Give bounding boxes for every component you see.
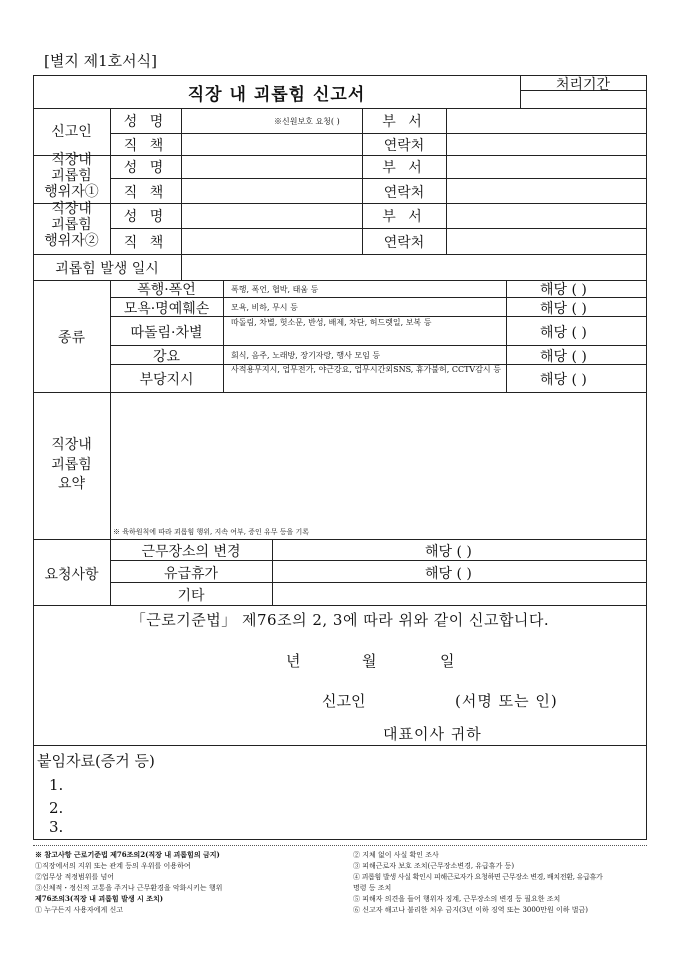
reporter-dept-field[interactable] [447,109,646,133]
offender2-position-field[interactable] [182,229,362,254]
privacy-request-note[interactable]: ※신원보호 요청( ) [274,117,340,126]
form-number-label: [별지 제1호서식] [44,52,157,70]
offender2-name-label: 성 명 [123,209,168,225]
reporter-contact-label: 연락처 [383,138,425,154]
types-group-label: 종류 [57,330,86,346]
type-label-assault: 폭행·폭언 [137,282,196,298]
summary-text-area[interactable] [111,393,646,521]
processing-period-field[interactable] [521,91,646,108]
request-label-paid-leave: 유급휴가 [163,566,219,582]
footnotes [33,845,647,928]
request-label-workplace-change: 근무장소의 변경 [141,544,241,560]
footnote-left-line: ①직장에서의 지위 또는 관계 등의 우위를 이용하여 [35,862,191,870]
offender1-position-label: 직 책 [123,185,168,201]
reporter-name-label: 성 명 [123,114,168,130]
summary-group-label: 직장내 괴롭힘 요약 [51,437,92,493]
footnote-right-line: ⑥ 신고자 해고나 불리한 처우 금지(3년 이하 징역 또는 3000만원 이하 벌금) [353,906,589,914]
footnote-left-line: 제76조의3(직장 내 괴롭힘 발생 시 조치) [35,894,164,903]
request-other-field[interactable] [273,583,646,605]
footnote-right-line: ④ 괴롭힘 발생 사실 확인시 피해근로자가 요청하면 근무장소 변경, 배치전환, 유급휴가 [353,873,603,881]
declaration-day-label: 일 [440,652,455,670]
reporter-group-label: 신고인 [51,124,92,140]
offender2-name-field[interactable] [182,204,362,228]
occurrence-date-label: 괴롭힘 발생 일시 [55,261,159,277]
request-mark-workplace-change[interactable]: 해당 ( ) [425,544,472,560]
footnote-left-line: ③신체적・정신적 고통을 주거나 근무환경을 악화시키는 행위 [35,884,223,892]
attachment-item[interactable]: 2. [49,799,64,817]
offender2-position-label: 직 책 [123,235,168,251]
offender1-contact-field[interactable] [447,179,646,203]
reporter-position-field[interactable] [182,134,362,155]
declaration-month-label: 월 [362,652,377,670]
footnote-right-line: 명령 등 조치 [353,884,392,892]
reporter-dept-label: 부 서 [382,114,426,130]
declaration-statement: 「근로기준법」 제76조의 2, 3에 따라 위와 같이 신고합니다. [130,611,550,629]
form-title: 직장 내 괴롭힘 신고서 [187,85,366,105]
addressee-label: 대표이사 귀하 [383,725,482,743]
reporter-position-label: 직 책 [123,138,168,154]
declaration-year-label: 년 [286,652,301,670]
attachment-item[interactable]: 3. [49,818,64,836]
footnote-right-line: ② 지체 없이 사실 확인 조사 [353,851,439,859]
attachment-item[interactable]: 1. [49,776,64,794]
type-label-insult: 모욕·명예훼손 [123,301,210,317]
offender1-group-label: 직장내 괴롭힘 행위자① [44,152,99,201]
type-mark-ostracism[interactable]: 해당 ( ) [540,325,587,341]
type-desc-coercion: 회식, 음주, 노래방, 장기자랑, 행사 모임 등 [231,351,381,360]
footnote-left-line: ① 누구든지 사용자에게 신고 [35,906,124,914]
offender1-position-field[interactable] [182,179,362,203]
processing-period-label: 처리기간 [555,77,611,93]
requests-group-label: 요청사항 [44,567,99,583]
footnote-right-line: ⑤ 피해자 의견을 들어 행위자 징계, 근무장소의 변경 등 필요한 조치 [353,895,561,903]
footnote-left-line: ②업무상 적정범위를 넘어 [35,873,115,881]
offender2-contact-label: 연락처 [383,235,425,251]
summary-note: ※ 육하원칙에 따라 괴롭힘 행위, 지속 여부, 증인 유무 등을 기록 [113,528,309,536]
request-label-other: 기타 [177,588,205,604]
type-mark-unfair-order[interactable]: 해당 ( ) [540,372,587,388]
signature-label[interactable]: (서명 또는 인) [455,692,558,710]
offender2-dept-label: 부 서 [382,209,426,225]
type-desc-assault: 폭행, 폭언, 협박, 태움 등 [231,285,319,294]
type-desc-ostracism: 따돌림, 차별, 헛소문, 반성, 배제, 차단, 허드렛일, 보복 등 [231,318,432,327]
type-desc-insult: 모욕, 비하, 무시 등 [231,303,298,312]
offender1-contact-label: 연락처 [383,185,425,201]
offender1-name-label: 성 명 [123,160,168,176]
type-desc-unfair-order: 사적용무지시, 업무전가, 야근강요, 업무시간외SNS, 휴가불허, CCTV감시 등 [231,365,501,374]
offender1-dept-field[interactable] [447,156,646,178]
type-mark-coercion[interactable]: 해당 ( ) [540,349,587,365]
request-mark-paid-leave[interactable]: 해당 ( ) [425,566,472,582]
type-label-unfair-order: 부당지시 [139,372,194,388]
offender1-dept-label: 부 서 [382,160,426,176]
offender2-dept-field[interactable] [447,204,646,228]
reporter-contact-field[interactable] [447,134,646,155]
attachments-label: 붙임자료(증거 등) [37,752,155,770]
type-label-coercion: 강요 [152,349,181,365]
type-label-ostracism: 따돌림·차별 [130,325,203,341]
offender2-group-label: 직장내 괴롭힘 행위자② [44,201,99,250]
type-mark-insult[interactable]: 해당 ( ) [540,301,587,317]
type-mark-assault[interactable]: 해당 ( ) [540,282,587,298]
occurrence-date-field[interactable] [182,255,646,280]
offender1-name-field[interactable] [182,156,362,178]
offender2-contact-field[interactable] [447,229,646,254]
declaration-reporter-label: 신고인 [322,692,366,710]
footnote-right-line: ③ 피해근로자 보호 조치(근무장소변경, 유급휴가 등) [353,862,515,870]
footnote-left-line: ※ 참고사항 근로기준법 제76조의2(직장 내 괴롭힘의 금지) [35,850,220,859]
